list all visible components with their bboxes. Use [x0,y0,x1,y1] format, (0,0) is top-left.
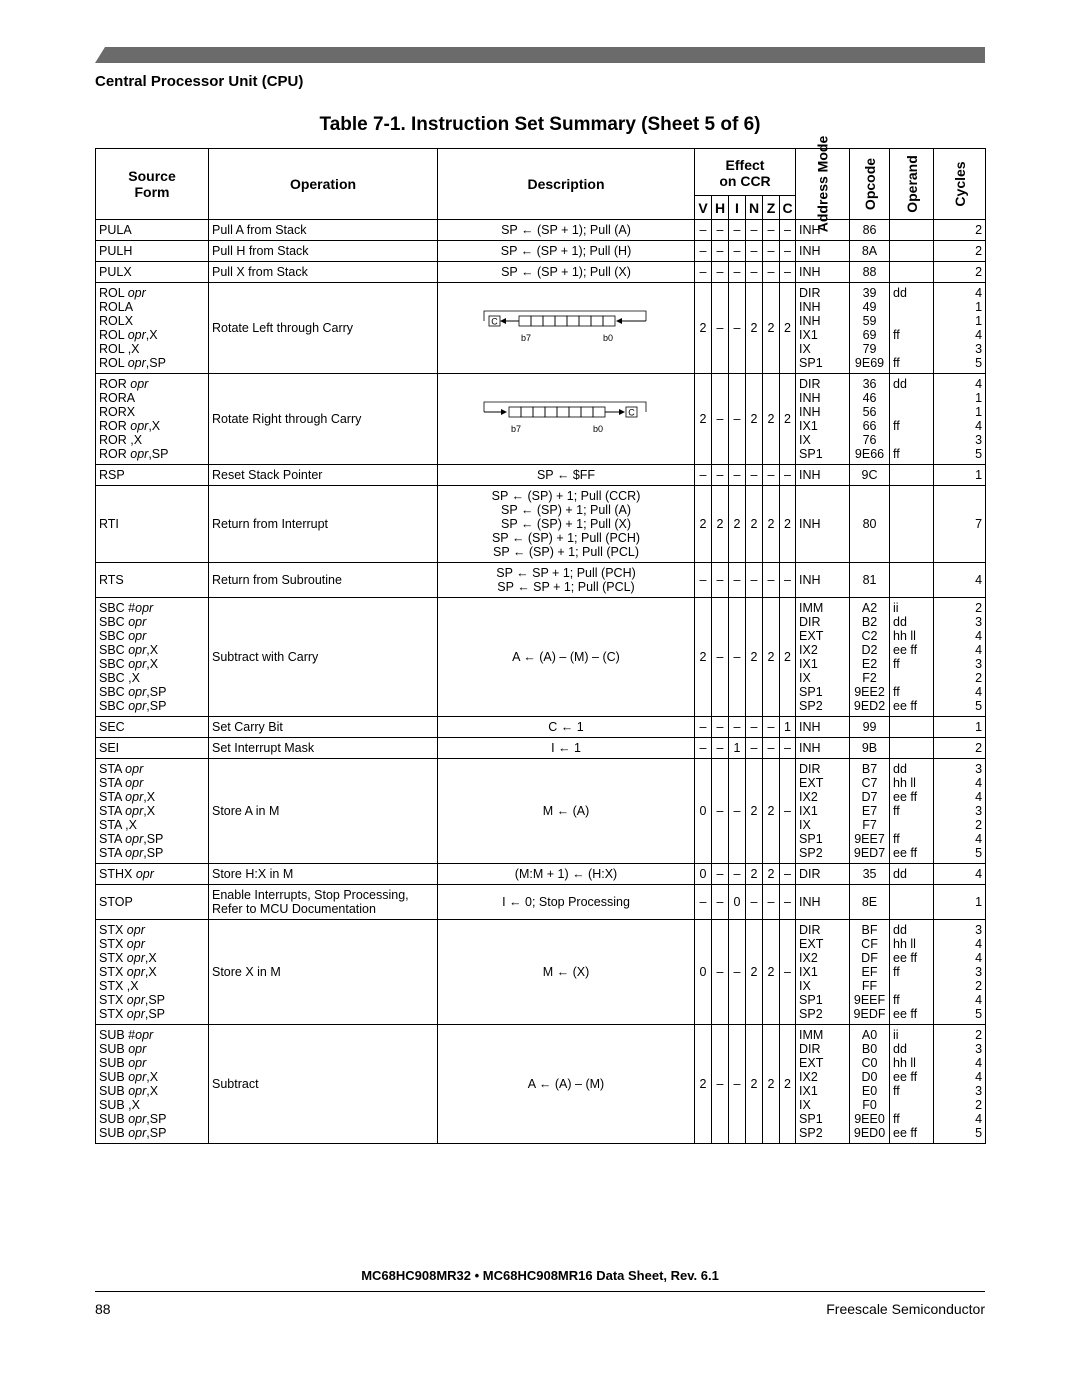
opcode: BF CF DF EF FF 9EEF 9EDF [850,920,890,1025]
source-form: ROR opr RORA RORX ROR opr,X ROR ,X ROR opr,SP [96,374,209,465]
msb-label: b7 [511,424,522,434]
table-row [96,283,986,374]
ccr-h: – [712,262,729,283]
ccr-h: – [712,598,729,717]
description: A ← (A) – (M) – (C) [438,598,695,717]
opcode: 86 [850,220,890,241]
table-row [96,220,986,241]
ccr-h: – [712,241,729,262]
ccr-c: 2 [780,283,796,374]
description: SP ← (SP + 1); Pull (H) [438,241,695,262]
description: SP ← $FF [438,465,695,486]
cycles: 4 1 1 4 3 5 [934,374,986,465]
ccr-v: – [695,738,712,759]
carry-flag-label: C [491,316,498,327]
ccr-h: – [712,283,729,374]
operation: Pull H from Stack [209,241,438,262]
ccr-c: 2 [780,1025,796,1144]
ccr-v: 2 [695,598,712,717]
cycles: 1 [934,717,986,738]
operation: Rotate Right through Carry [209,374,438,465]
opcode: 80 [850,486,890,563]
ccr-z: 2 [763,283,780,374]
cycles: 1 [934,465,986,486]
ccr-i: – [729,465,746,486]
ccr-v: 2 [695,283,712,374]
operand [890,465,934,486]
opcode: 88 [850,262,890,283]
source-form: RTI [96,486,209,563]
address-mode: DIR INH INH IX1 IX SP1 [796,283,850,374]
operand [890,220,934,241]
source-form: RSP [96,465,209,486]
ccr-c: – [780,864,796,885]
header-flag-c: C [780,196,796,220]
ccr-c: – [780,465,796,486]
cycles: 7 [934,486,986,563]
source-form: RTS [96,563,209,598]
company-name: Freescale Semiconductor [826,1301,985,1317]
ccr-c: – [780,759,796,864]
rotate-left-diagram [481,308,651,348]
address-mode: INH [796,885,850,920]
ccr-n: – [746,738,763,759]
ccr-c: – [780,738,796,759]
opcode: 9C [850,465,890,486]
table-row [96,486,986,563]
header-description: Description [438,149,695,220]
ccr-n: 2 [746,486,763,563]
lsb-label: b0 [603,333,614,343]
description: A ← (A) – (M) [438,1025,695,1144]
address-mode: IMM DIR EXT IX2 IX1 IX SP1 SP2 [796,598,850,717]
operand [890,241,934,262]
ccr-h: – [712,885,729,920]
description: SP ← (SP) + 1; Pull (CCR) SP ← (SP) + 1; Pull (A) SP ← (SP) + 1; Pull (X) SP ← (SP) + 1; Pull (PCH) SP ← (SP) + 1; Pull (PCL) [438,486,695,563]
operand: ii dd hh ll ee ff ff ff ee ff [890,598,934,717]
source-form: ROL opr ROLA ROLX ROL opr,X ROL ,X ROL opr,SP [96,283,209,374]
operand [890,486,934,563]
cycles: 2 [934,738,986,759]
opcode: 9B [850,738,890,759]
source-form: SUB #opr SUB opr SUB opr SUB opr,X SUB opr,X SUB ,X SUB opr,SP SUB opr,SP [96,1025,209,1144]
ccr-h: – [712,374,729,465]
cycles: 2 [934,241,986,262]
ccr-i: – [729,563,746,598]
source-form: STOP [96,885,209,920]
cycles: 4 1 1 4 3 5 [934,283,986,374]
ccr-z: – [763,220,780,241]
operation: Set Interrupt Mask [209,738,438,759]
ccr-v: 0 [695,920,712,1025]
table-title: Table 7-1. Instruction Set Summary (Sheet 5 of 6) [319,114,761,135]
source-form: PULX [96,262,209,283]
ccr-h: – [712,717,729,738]
ccr-z: 2 [763,759,780,864]
address-mode: INH [796,486,850,563]
operand [890,262,934,283]
ccr-n: – [746,717,763,738]
opcode: B7 C7 D7 E7 F7 9EE7 9ED7 [850,759,890,864]
cycles: 4 [934,864,986,885]
ccr-i: – [729,920,746,1025]
table-row [96,262,986,283]
header-opcode: Opcode [850,149,890,220]
ccr-h: – [712,864,729,885]
ccr-z: 2 [763,1025,780,1144]
header-flag-h: H [712,196,729,220]
ccr-n: 2 [746,864,763,885]
operation: Rotate Left through Carry [209,283,438,374]
ccr-z: – [763,885,780,920]
msb-label: b7 [521,333,532,343]
table-row [96,717,986,738]
opcode: 8A [850,241,890,262]
section-heading: Central Processor Unit (CPU) [95,73,304,90]
ccr-c: – [780,563,796,598]
ccr-v: – [695,717,712,738]
ccr-c: 2 [780,374,796,465]
table-row [96,598,986,717]
description: I ← 1 [438,738,695,759]
opcode: 8E [850,885,890,920]
operation: Return from Interrupt [209,486,438,563]
ccr-i: – [729,1025,746,1144]
ccr-c: 2 [780,598,796,717]
ccr-z: – [763,717,780,738]
ccr-i: – [729,262,746,283]
ccr-c: 2 [780,486,796,563]
header-cycles: Cycles [934,149,986,220]
opcode: 35 [850,864,890,885]
table-row [96,241,986,262]
header-flag-v: V [695,196,712,220]
ccr-n: – [746,241,763,262]
lsb-label: b0 [593,424,604,434]
header-source: Source Form [96,149,209,220]
opcode: A0 B0 C0 D0 E0 F0 9EE0 9ED0 [850,1025,890,1144]
header-effect-ccr: Effect on CCR [695,149,796,196]
ccr-v: – [695,563,712,598]
operation: Set Carry Bit [209,717,438,738]
table-row [96,759,986,864]
operation: Subtract with Carry [209,598,438,717]
ccr-z: 2 [763,598,780,717]
source-form: STX opr STX opr STX opr,X STX opr,X STX ,X STX opr,SP STX opr,SP [96,920,209,1025]
table-row [96,374,986,465]
ccr-v: 0 [695,759,712,864]
operation: Enable Interrupts, Stop Processing, Refer to MCU Documentation [209,885,438,920]
source-form: SEI [96,738,209,759]
cycles: 2 3 4 4 3 2 4 5 [934,598,986,717]
cycles: 1 [934,885,986,920]
description: SP ← (SP + 1); Pull (X) [438,262,695,283]
operand: dd hh ll ee ff ff ff ee ff [890,920,934,1025]
ccr-z: – [763,563,780,598]
ccr-i: – [729,759,746,864]
operand: dd [890,864,934,885]
address-mode: INH [796,220,850,241]
ccr-n: 2 [746,920,763,1025]
description: M ← (A) [438,759,695,864]
address-mode: DIR EXT IX2 IX1 IX SP1 SP2 [796,759,850,864]
ccr-c: – [780,262,796,283]
ccr-c: – [780,920,796,1025]
description: SP ← (SP + 1); Pull (A) [438,220,695,241]
opcode: 39 49 59 69 79 9E69 [850,283,890,374]
ccr-v: 2 [695,1025,712,1144]
rotate-right-diagram [481,399,651,439]
instruction-table [95,135,986,1144]
ccr-v: – [695,465,712,486]
source-form: SBC #opr SBC opr SBC opr SBC opr,X SBC opr,X SBC ,X SBC opr,SP SBC opr,SP [96,598,209,717]
ccr-h: – [712,920,729,1025]
ccr-h: – [712,1025,729,1144]
table-row [96,1025,986,1144]
description: M ← (X) [438,920,695,1025]
operand [890,885,934,920]
ccr-z: – [763,738,780,759]
source-form: PULH [96,241,209,262]
ccr-i: 1 [729,738,746,759]
operand: dd hh ll ee ff ff ff ee ff [890,759,934,864]
cycles: 4 [934,563,986,598]
cycles: 2 [934,262,986,283]
operand: ii dd hh ll ee ff ff ff ee ff [890,1025,934,1144]
ccr-i: – [729,241,746,262]
address-mode: IMM DIR EXT IX2 IX1 IX SP1 SP2 [796,1025,850,1144]
ccr-n: – [746,465,763,486]
address-mode: DIR EXT IX2 IX1 IX SP1 SP2 [796,920,850,1025]
ccr-i: – [729,598,746,717]
operation: Store H:X in M [209,864,438,885]
ccr-v: – [695,885,712,920]
address-mode: INH [796,262,850,283]
ccr-c: – [780,220,796,241]
opcode: 81 [850,563,890,598]
table-row [96,920,986,1025]
header-operand: Operand [890,149,934,220]
header-flag-i: I [729,196,746,220]
operation: Pull A from Stack [209,220,438,241]
address-mode: DIR [796,864,850,885]
operation: Reset Stack Pointer [209,465,438,486]
cycles: 2 [934,220,986,241]
ccr-v: – [695,262,712,283]
ccr-h: – [712,759,729,864]
table-row [96,864,986,885]
description: SP ← SP + 1; Pull (PCH) SP ← SP + 1; Pull (PCL) [438,563,695,598]
header-address-mode: Address Mode [796,149,850,220]
ccr-h: – [712,220,729,241]
description: C ← 1 [438,717,695,738]
description [438,374,695,465]
operation: Store X in M [209,920,438,1025]
footer-rule [95,1291,985,1292]
ccr-n: 2 [746,283,763,374]
ccr-i: 2 [729,486,746,563]
ccr-v: 2 [695,486,712,563]
ccr-n: 2 [746,759,763,864]
description: I ← 0; Stop Processing [438,885,695,920]
ccr-v: 0 [695,864,712,885]
ccr-i: – [729,864,746,885]
ccr-i: – [729,374,746,465]
header-flag-z: Z [763,196,780,220]
ccr-c: – [780,885,796,920]
table-row [96,885,986,920]
ccr-z: – [763,241,780,262]
table-row [96,738,986,759]
opcode: 99 [850,717,890,738]
operand: dd ff ff [890,283,934,374]
ccr-n: – [746,262,763,283]
ccr-h: – [712,563,729,598]
header-operation: Operation [209,149,438,220]
operation: Store A in M [209,759,438,864]
operation: Return from Subroutine [209,563,438,598]
ccr-v: – [695,241,712,262]
cycles: 3 4 4 3 2 4 5 [934,759,986,864]
source-form: SEC [96,717,209,738]
ccr-v: 2 [695,374,712,465]
address-mode: INH [796,465,850,486]
ccr-z: 2 [763,486,780,563]
source-form: STA opr STA opr STA opr,X STA opr,X STA ,X STA opr,SP STA opr,SP [96,759,209,864]
ccr-h: – [712,738,729,759]
header-bar [95,47,985,63]
address-mode: INH [796,738,850,759]
header-flag-n: N [746,196,763,220]
ccr-c: 1 [780,717,796,738]
table-row [96,465,986,486]
ccr-n: 2 [746,374,763,465]
ccr-i: 0 [729,885,746,920]
ccr-h: 2 [712,486,729,563]
source-form: PULA [96,220,209,241]
operand [890,563,934,598]
ccr-c: – [780,241,796,262]
ccr-i: – [729,283,746,374]
cycles: 2 3 4 4 3 2 4 5 [934,1025,986,1144]
opcode: 36 46 56 66 76 9E66 [850,374,890,465]
address-mode: INH [796,241,850,262]
ccr-z: 2 [763,920,780,1025]
table-row [96,563,986,598]
cycles: 3 4 4 3 2 4 5 [934,920,986,1025]
carry-flag-label: C [628,407,635,418]
ccr-v: – [695,220,712,241]
operand [890,717,934,738]
ccr-z: 2 [763,864,780,885]
ccr-n: – [746,220,763,241]
operand [890,738,934,759]
description [438,283,695,374]
operation: Pull X from Stack [209,262,438,283]
ccr-z: – [763,262,780,283]
ccr-z: – [763,465,780,486]
ccr-n: 2 [746,1025,763,1144]
ccr-z: 2 [763,374,780,465]
ccr-n: – [746,885,763,920]
ccr-n: – [746,563,763,598]
operation: Subtract [209,1025,438,1144]
ccr-i: – [729,717,746,738]
ccr-i: – [729,220,746,241]
ccr-n: 2 [746,598,763,717]
address-mode: DIR INH INH IX1 IX SP1 [796,374,850,465]
description: (M:M + 1) ← (H:X) [438,864,695,885]
ccr-h: – [712,465,729,486]
opcode: A2 B2 C2 D2 E2 F2 9EE2 9ED2 [850,598,890,717]
page-number: 88 [95,1301,111,1317]
operand: dd ff ff [890,374,934,465]
address-mode: INH [796,717,850,738]
footer-document-title: MC68HC908MR32 • MC68HC908MR16 Data Sheet, Rev. 6.1 [361,1268,719,1283]
source-form: STHX opr [96,864,209,885]
address-mode: INH [796,563,850,598]
